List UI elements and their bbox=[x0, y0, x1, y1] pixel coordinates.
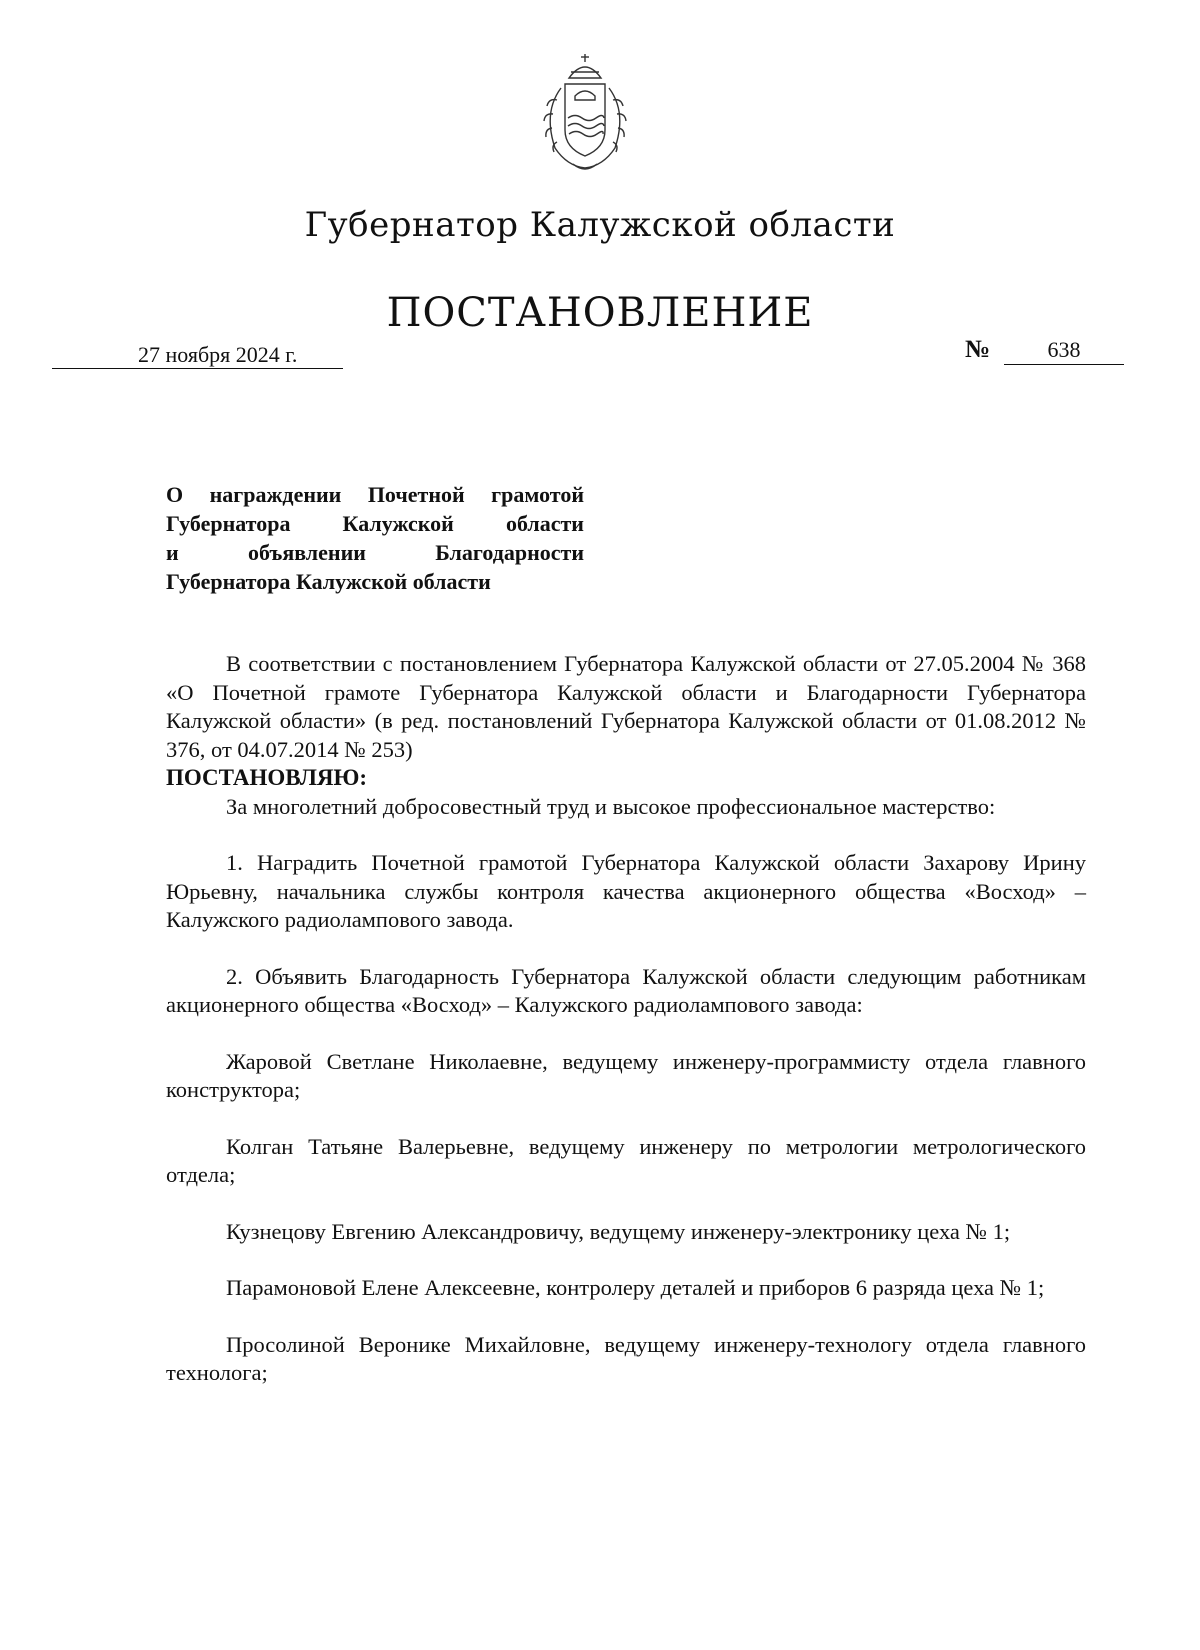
number-sign: № bbox=[965, 336, 991, 363]
reason-paragraph: За многолетний добросовестный труд и высокое профессиональное мастерство: bbox=[226, 793, 996, 819]
document-date: 27 ноября 2024 г. bbox=[52, 342, 343, 369]
preamble-paragraph: В соответствии с постановлением Губернатора Калужской области от 27.05.2004 № 368 «О Почетной грамоте Губернатора Калужской области и Благодарности Губернатора Калужской области» (в ред. постановлений Губернатора Калужской области от 01.08.2012 № 376, от 04.07.2014 № 253) bbox=[166, 651, 1086, 762]
award-item-2: 2. Объявить Благодарность Губернатора Калужской области следующим работникам акционерного общества «Восход» – Калужского радиолампового завода: bbox=[166, 963, 1086, 1017]
subject-line: Губернатора Калужской области bbox=[166, 511, 584, 536]
subject-line: О награждении Почетной грамотой bbox=[166, 482, 584, 507]
document-type-title: ПОСТАНОВЛЕНИЕ bbox=[386, 290, 814, 336]
document-body bbox=[166, 650, 1086, 1388]
issuing-authority: Губернатор Калужской области bbox=[304, 205, 896, 245]
subject-line: Губернатора Калужской области bbox=[166, 569, 491, 594]
decree-word: ПОСТАНОВЛЯЮ: bbox=[166, 765, 368, 790]
coat-of-arms-emblem bbox=[525, 52, 645, 177]
document-subject bbox=[166, 480, 584, 596]
award-item-1: 1. Наградить Почетной грамотой Губернатора Калужской области Захарову Ирину Юрьевну, начальника службы контроля качества акционерного общества «Восход» – Калужского радиолампового завода. bbox=[166, 850, 1086, 932]
subject-line: и объявлении Благодарности bbox=[166, 540, 584, 565]
document-number: 638 bbox=[1004, 336, 1124, 365]
recipient-paragraph: Парамоновой Елене Алексеевне, контролеру деталей и приборов 6 разряда цеха № 1; bbox=[226, 1275, 1045, 1300]
recipient-paragraph: Колган Татьяне Валерьевне, ведущему инженеру по метрологии метрологического отдела; bbox=[166, 1133, 1086, 1187]
recipient-paragraph: Жаровой Светлане Николаевне, ведущему инженеру-программисту отдела главного конструктора; bbox=[166, 1048, 1086, 1102]
recipient-paragraph: Кузнецову Евгению Александровичу, ведущему инженеру-электронику цеха № 1; bbox=[226, 1218, 1011, 1244]
recipient-paragraph: Просолиной Веронике Михайловне, ведущему инженеру-технологу отдела главного технолога; bbox=[166, 1331, 1086, 1385]
